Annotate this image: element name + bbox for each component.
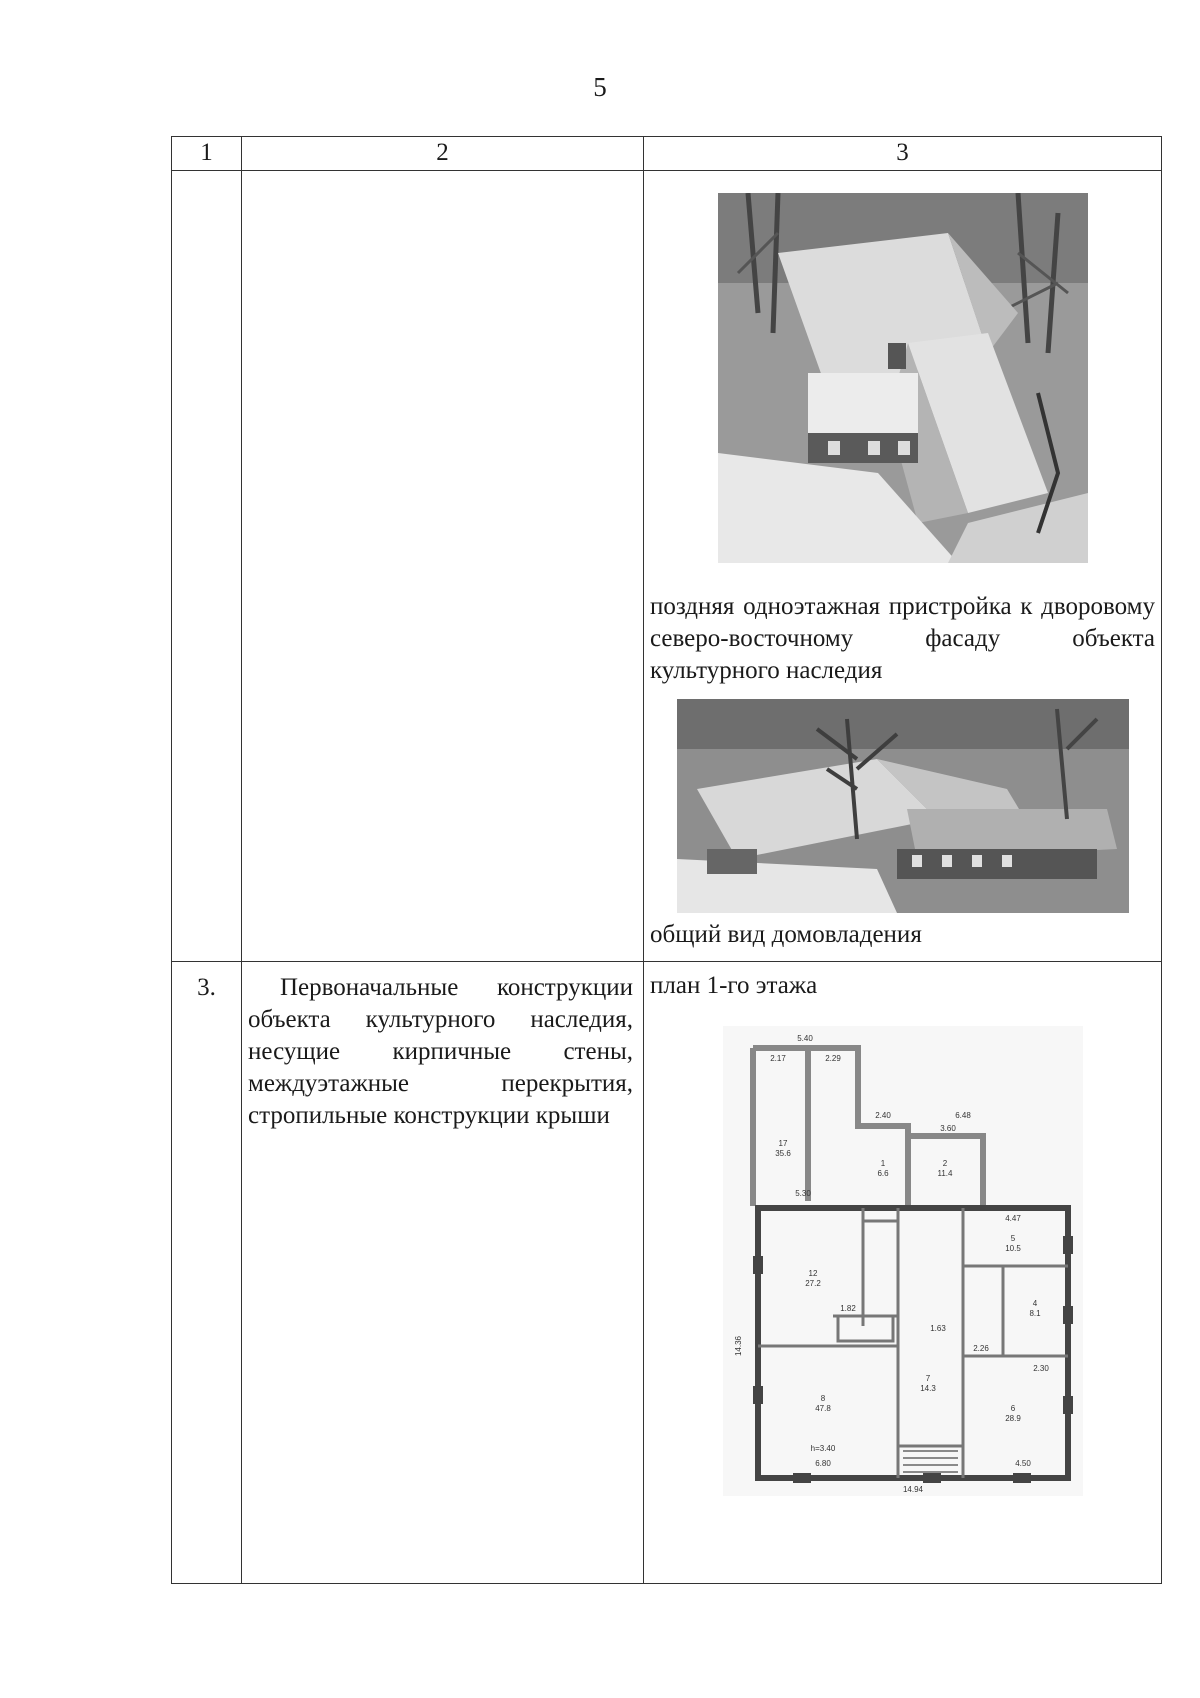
plan-label-2-26: 2.26 [972,1344,989,1353]
plan-label-3-60: 3.60 [939,1124,956,1133]
aerial-photo-estate-winter [677,699,1129,913]
plan-title: план 1-го этажа [650,972,818,999]
plan-label-room-2: 2 [942,1159,947,1168]
page-number: 5 [593,72,607,102]
caption-extension: поздняя одноэтажная пристройка к дворовому северо-восточному фасаду объекта культурного наследия [650,593,1155,684]
row-3-number: 3. [172,962,242,1584]
plan-label-room-17-area: 35.6 [774,1149,791,1158]
plan-label-top-width: 5.40 [796,1034,813,1043]
plan-label-room-4-area: 8.1 [1028,1309,1041,1318]
plan-label-2-30: 2.30 [1032,1364,1049,1373]
plan-label-bottom-width: 14.94 [902,1485,923,1494]
floor-plan-drawing [723,1026,1083,1496]
header-col-1: 1 [172,137,242,171]
header-col-3: 3 [644,137,1162,171]
heritage-table [171,136,1162,1584]
cell-description-empty [242,171,644,962]
header-col-2: 2 [242,137,644,171]
plan-label-room-4: 4 [1032,1299,1037,1308]
plan-label-room-7: 7 [925,1374,930,1383]
plan-label-room-8-area: 47.8 [814,1404,831,1413]
plan-label-left-height: 14.36 [733,1335,743,1357]
plan-label-room-1-area: 6.6 [876,1169,889,1178]
plan-label-4-50: 4.50 [1014,1459,1031,1468]
row-3-plan-cell [644,962,1162,1584]
table-row-continued [172,171,1162,962]
row-3-description: Первоначальные конструкции объекта культурного наследия, несущие кирпичные стены, междуэтажные перекрытия, стропильные конструкции крыши [248,974,633,1129]
plan-label-room-6-area: 28.9 [1004,1414,1021,1423]
cell-number-empty [172,171,242,962]
plan-label-5-30: 5.30 [794,1189,811,1198]
plan-label-room-5: 5 [1010,1234,1015,1243]
table-row-3 [172,962,1162,1584]
plan-label-room-17: 17 [778,1139,787,1148]
aerial-photo-house-winter [718,193,1088,563]
cell-photos [644,171,1162,962]
plan-label-room-5-area: 10.5 [1004,1244,1021,1253]
plan-label-room-8: 8 [820,1394,825,1403]
plan-label-6-80: 6.80 [814,1459,831,1468]
plan-label-2-29: 2.29 [824,1054,841,1063]
plan-label-height: h=3.40 [810,1444,835,1453]
plan-label-1-82: 1.82 [839,1304,856,1313]
plan-label-1-63: 1.63 [929,1324,946,1333]
plan-label-room-12: 12 [808,1269,817,1278]
plan-label-room-2-area: 11.4 [937,1169,952,1178]
plan-label-room-1: 1 [880,1159,885,1168]
plan-label-room-12-area: 27.2 [804,1279,821,1288]
plan-label-room-6: 6 [1010,1404,1015,1413]
plan-label-2-17: 2.17 [769,1054,786,1063]
plan-label-6-48: 6.48 [954,1111,971,1120]
row-3-description-cell [242,962,644,1584]
plan-label-2-40: 2.40 [874,1111,891,1120]
plan-label-4-47: 4.47 [1004,1214,1021,1223]
plan-label-room-7-area: 14.3 [919,1384,936,1393]
table-header-row [172,137,1162,171]
caption-estate: общий вид домовладения [650,921,922,948]
